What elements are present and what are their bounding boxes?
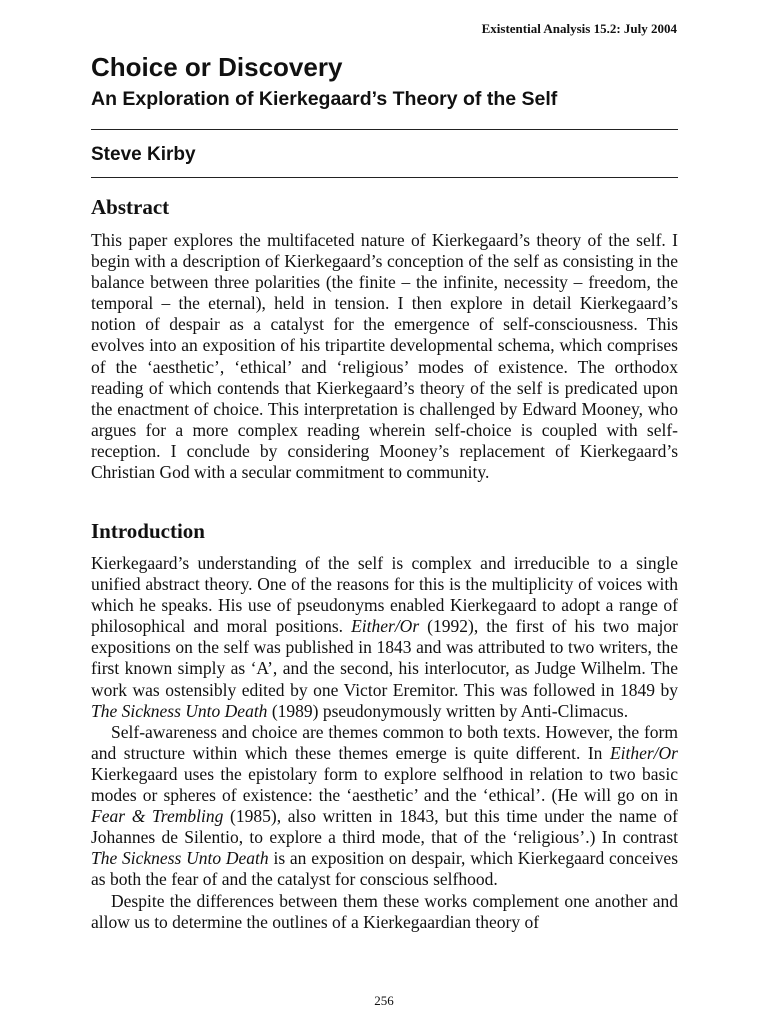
- intro-p1-text-a: Kierkegaard’s understanding of the self is complex and irreducible to a single unified abstract theory. One of the reasons for this is the multiplicity of voices with which he speaks. His use of pseudonyms enabled Kierkegaard to adopt a range of philosophical and moral positions.: [91, 553, 678, 637]
- introduction-body: [91, 553, 678, 933]
- intro-p2-text-a: Self-awareness and choice are themes common to both texts. However, the form and structure within which these themes emerge is quite different. In: [91, 721, 678, 763]
- abstract-body: [91, 230, 678, 483]
- title-divider: [91, 129, 678, 130]
- article-title: Choice or Discovery: [91, 52, 343, 82]
- intro-p1-text-b: (1992), the first of his two major expositions on the self was published in 1843 and was attributed to two writers, the first known simply as ‘A’, and the second, his interlocutor, as Judge Wilhelm. The work was ostensibly edited by one Victor Eremitor. This was followed in 1849 by: [91, 616, 678, 700]
- intro-p2-italic-sickness: The Sickness Unto Death: [91, 848, 269, 869]
- intro-paragraph-3: Despite the differences between them these works complement one another and allow us to determine the outlines of a Kierkegaardian theory of: [91, 890, 678, 932]
- intro-paragraph-2: [91, 722, 678, 891]
- intro-p1-text-c: (1989) pseudonymously written by Anti-Climacus.: [267, 700, 629, 721]
- abstract-paragraph: This paper explores the multifaceted nature of Kierkegaard’s theory of the self. I begin with a description of Kierkegaard’s conception of the self as consisting in the balance between three polarities (the finite – the infinite, necessity – freedom, the temporal – the eternal), held in tension. I then explore in detail Kierkegaard’s notion of despair as a catalyst for the emergence of self-consciousness. This evolves into an exposition of his tripartite developmental schema, which comprises of the ‘aesthetic’, ‘ethical’ and ‘religious’ modes of existence. The orthodox reading of which contends that Kierkegaard’s theory of the self is predicated upon the enactment of choice. This interpretation is challenged by Edward Mooney, who argues for a more complex reading wherein self-choice is coupled with self-reception. I conclude by considering Mooney’s replacement of Kierkegaard’s Christian God with a secular commitment to community.: [91, 230, 678, 483]
- intro-p1-italic-either-or: Either/Or: [351, 616, 420, 637]
- author-name: Steve Kirby: [91, 144, 196, 165]
- running-head: Existential Analysis 15.2: July 2004: [481, 21, 677, 36]
- author-divider: [91, 177, 678, 178]
- intro-p2-text-b: Kierkegaard uses the epistolary form to explore selfhood in relation to two basic modes or spheres of existence: the ‘aesthetic’ and the ‘ethical’. (He will go on in: [91, 763, 678, 806]
- intro-p2-text-d: is an exposition on despair, which Kierkegaard conceives as both the fear of and the catalyst for conscious selfhood.: [91, 848, 679, 890]
- intro-p2-text-c: (1985), also written in 1843, but this time under the name of Johannes de Silentio, to explore a third mode, that of the ‘religious’.) In contrast: [91, 806, 678, 848]
- introduction-heading: Introduction: [91, 519, 205, 543]
- intro-p2-italic-either-or: Either/Or: [609, 742, 678, 763]
- intro-p2-italic-fear-trembling: Fear & Trembling: [91, 806, 224, 827]
- page-number: 256: [374, 993, 394, 1008]
- intro-p1-italic-sickness: The Sickness Unto Death: [91, 700, 268, 721]
- intro-paragraph-1: [91, 553, 678, 722]
- article-subtitle: An Exploration of Kierkegaard’s Theory of the Self: [91, 88, 558, 110]
- abstract-heading: Abstract: [91, 195, 170, 219]
